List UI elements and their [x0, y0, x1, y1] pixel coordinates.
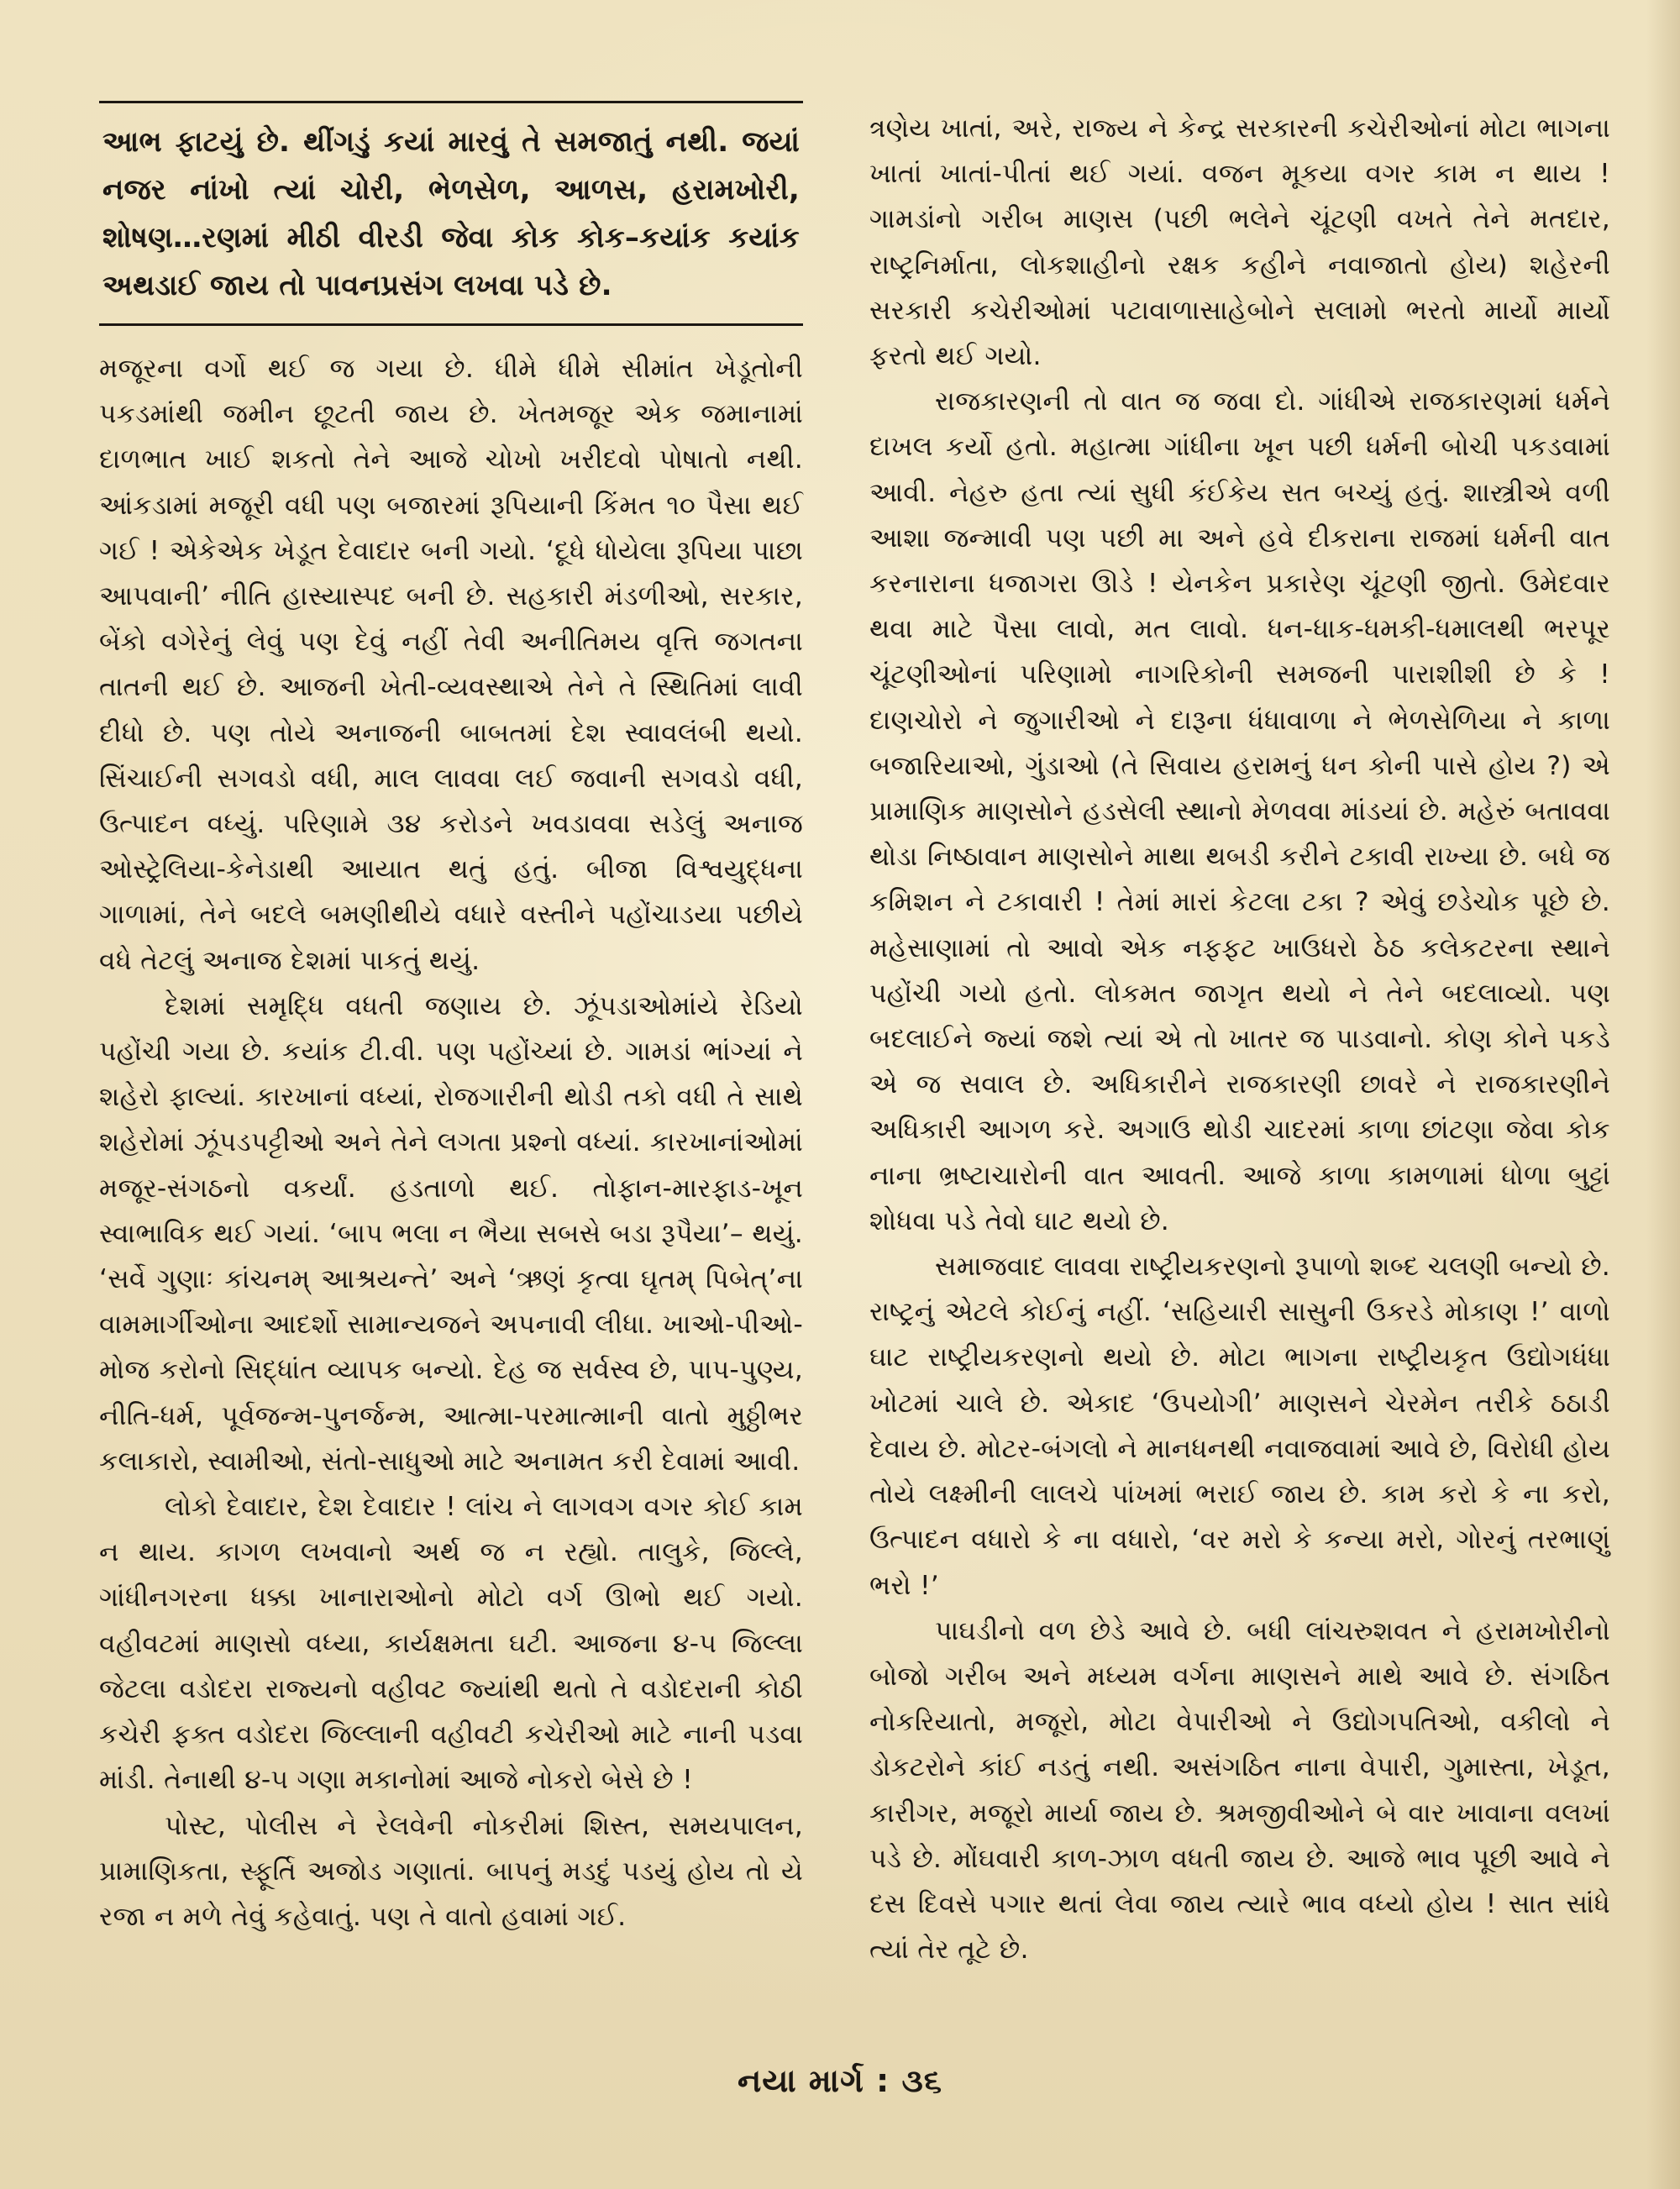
left-paragraph-3: લોકો દેવાદાર, દેશ દેવાદાર ! લાંચ ને લાગવગ વગર કોઈ કામ ન થાય. કાગળ લખવાનો અર્થ જ ન રહ્યો. તાલુકે, જિલ્લે, ગાંધીનગરના ધક્કા ખાનારાઓનો મોટો વર્ગ ઊભો થઈ ગયો. વહીવટમાં માણસો વધ્યા, કાર્યક્ષમતા ઘટી. આજના ૪-૫ જિલ્લા જેટલા વડોદરા રાજ્યનો વહીવટ જ્યાંથી થતો તે વડોદરાની કોઠી કચેરી ફક્ત વડોદરા જિલ્લાની વહીવટી કચેરીઓ માટે નાની પડવા માંડી. તેનાથી ૪-૫ ગણા મકાનોમાં આજે નોકરો બેસે છે !: [99, 1492, 803, 1796]
right-paragraph-4: પાઘડીનો વળ છેડે આવે છે. બધી લાંચરુશવત ને હરામખોરીનો બોજો ગરીબ અને મધ્યમ વર્ગના માણસને માથે આવે છે. સંગઠિત નોકરિયાતો, મજૂરો, મોટા વેપારીઓ ને ઉદ્યોગપતિઓ, વકીલો ને ડોકટરોને કાંઈ નડતું નથી. અસંગઠિત નાના વેપારી, ગુમાસ્તા, ખેડૂત, કારીગર, મજૂરો માર્યા જાય છે. શ્રમજીવીઓને બે વાર ખાવાના વલખાં પડે છે. મોંઘવારી કાળ-ઝાળ વધતી જાય છે. આજે ભાવ પૂછી આવે ને દસ દિવસે પગાર થતાં લેવા જાય ત્યારે ભાવ વધ્યો હોય ! સાત સાંધે ત્યાં તેર તૂટે છે.: [869, 1615, 1610, 1966]
page-folio: નયા માર્ગ : ૩૬: [737, 2062, 943, 2099]
pull-quote: આભ ફાટયું છે. થીંગડું કયાં મારવું તે સમજાતું નથી. જયાં નજર નાંખો ત્યાં ચોરી, ભેળસેળ, આળસ, હરામખોરી, શોષણ…રણમાં મીઠી વીરડી જેવા કોક કોક–કયાંક કયાંક અથડાઈ જાય તો પાવનપ્રસંગ લખવા પડે છે.: [99, 101, 803, 326]
right-paragraph-3: સમાજવાદ લાવવા રાષ્ટ્રીયકરણનો રૂપાળો શબ્દ ચલણી બન્યો છે. રાષ્ટ્રનું એટલે કોઈનું નહીં. ‘સહિયારી સાસુની ઉકરડે મોકાણ !’ વાળો ઘાટ રાષ્ટ્રીયકરણનો થયો છે. મોટા ભાગના રાષ્ટ્રીયકૃત ઉદ્યોગધંધા ખોટમાં ચાલે છે. એકાદ ‘ઉપયોગી’ માણસને ચેરમેન તરીકે ઠઠાડી દેવાય છે. મોટર-બંગલો ને માનધનથી નવાજવામાં આવે છે, વિરોધી હોય તોયે લક્ષ્મીની લાલચે પાંખમાં ભરાઈ જાય છે. કામ કરો કે ના કરો, ઉત્પાદન વધારો કે ના વધારો, ‘વર મરો કે કન્યા મરો, ગોરનું તરભાણું ભરો !’: [869, 1252, 1610, 1601]
left-paragraph-1: મજૂરના વર્ગો થઈ જ ગયા છે. ધીમે ધીમે સીમાંત ખેડૂતોની પકડમાંથી જમીન છૂટતી જાય છે. ખેતમજૂર એક જમાનામાં દાળભાત ખાઈ શકતો તેને આજે ચોખો ખરીદવો પોષાતો નથી. આંકડામાં મજૂરી વધી પણ બજારમાં રૂપિયાની કિંમત ૧૦ પૈસા થઈ ગઈ ! એકેએક ખેડૂત દેવાદાર બની ગયો. ‘દૂધે ધોયેલા રૂપિયા પાછા આપવાની’ નીતિ હાસ્યાસ્પદ બની છે. સહકારી મંડળીઓ, સરકાર, બેંકો વગેરેનું લેવું પણ દેવું નહીં તેવી અનીતિમય વૃત્તિ જગતના તાતની થઈ છે. આજની ખેતી-વ્યવસ્થાએ તેને તે સ્થિતિમાં લાવી દીધો છે. પણ તોયે અનાજની બાબતમાં દેશ સ્વાવલંબી થયો. સિંચાઈની સગવડો વધી, માલ લાવવા લઈ જવાની સગવડો વધી, ઉત્પાદન વધ્યું. પરિણામે ૩૪ કરોડને ખવડાવવા સડેલું અનાજ ઓસ્ટ્રેલિયા-કેનેડાથી આયાત થતું હતું. બીજા વિશ્વયુદ્ધના ગાળામાં, તેને બદલે બમણીથીયે વધારે વસ્તીને પહોંચાડયા પછીયે વધે તેટલું અનાજ દેશમાં પાકતું થયું.: [99, 354, 803, 976]
right-paragraph-2: રાજકારણની તો વાત જ જવા દો. ગાંધીએ રાજકારણમાં ધર્મને દાખલ કર્યો હતો. મહાત્મા ગાંધીના ખૂન પછી ધર્મની બોચી પકડવામાં આવી. નેહરુ હતા ત્યાં સુધી કંઈકેય સત બચ્યું હતું. શાસ્ત્રીએ વળી આશા જન્માવી પણ પછી મા અને હવે દીકરાના રાજમાં ધર્મની વાત કરનારાના ધજાગરા ઊડે ! યેનકેન પ્રકારેણ ચૂંટણી જીતો. ઉમેદવાર થવા માટે પૈસા લાવો, મત લાવો. ધન-ધાક-ધમકી-ધમાલથી ભરપૂર ચૂંટણીઓનાં પરિણામો નાગરિકોની સમજની પારાશીશી છે કે ! દાણચોરો ને જુગારીઓ ને દારૂના ધંધાવાળા ને ભેળસેળિયા ને કાળા બજારિયાઓ, ગુંડાઓ (તે સિવાય હરામનું ધન કોની પાસે હોય ?) એ પ્રામાણિક માણસોને હડસેલી સ્થાનો મેળવવા માંડયાં છે. મહેરું બતાવવા થોડા નિષ્ઠાવાન માણસોને માથા થબડી કરીને ટકાવી રાખ્યા છે. બધે જ કમિશન ને ટકાવારી ! તેમાં મારાં કેટલા ટકા ? એવું છડેચોક પૂછે છે. મહેસાણામાં તો આવો એક નફફટ ખાઉધરો ઠેઠ કલેકટરના સ્થાને પહોંચી ગયો હતો. લોકમત જાગૃત થયો ને તેને બદલાવ્યો. પણ બદલાઈને જ્યાં જશે ત્યાં એ તો ખાતર જ પાડવાનો. કોણ કોને પકડે એ જ સવાલ છે. અધિકારીને રાજકારણી છાવરે ને રાજકારણીને અધિકારી આગળ કરે. અગાઉ થોડી ચાદરમાં કાળા છાંટણા જેવા કોક નાના ભ્રષ્ટાચારોની વાત આવતી. આજે કાળા કામળામાં ધોળા બુટ્ટાં શોધવા પડે તેવો ઘાટ થયો છે.: [869, 386, 1610, 1236]
right-column: [869, 106, 1610, 1972]
left-paragraph-2: દેશમાં સમૃદ્ધિ વધતી જણાય છે. ઝૂંપડાઓમાંયે રેડિયો પહોંચી ગયા છે. કયાંક ટી.વી. પણ પહોંચ્યાં છે. ગામડાં ભાંગ્યાં ને શહેરો ફાલ્યાં. કારખાનાં વધ્યાં, રોજગારીની થોડી તકો વધી તે સાથે શહેરોમાં ઝૂંપડપટ્ટીઓ અને તેને લગતા પ્રશ્નો વધ્યાં. કારખાનાંઓમાં મજૂર-સંગઠનો વકર્યાં. હડતાળો થઈ. તોફાન-મારફાડ-ખૂન સ્વાભાવિક થઈ ગયાં. ‘બાપ ભલા ન ભૈયા સબસે બડા રૂપૈયા’– થયું. ‘સર્વે ગુણાઃ કાંચનમ્ આશ્રયન્તે’ અને ‘ઋણં કૃત્વા ઘૃતમ્ પિબેત્’ના વામમાર્ગીઓના આદર્શો સામાન્યજને અપનાવી લીધા. ખાઓ-પીઓ-મોજ કરોનો સિદ્ધાંત વ્યાપક બન્યો. દેહ જ સર્વસ્વ છે, પાપ-પુણ્ય, નીતિ-ધર્મ, પૂર્વજન્મ-પુનર્જન્મ, આત્મા-પરમાત્માની વાતો મુઠ્ઠીભર કલાકારો, સ્વામીઓ, સંતો-સાધુઓ માટે અનામત કરી દેવામાં આવી.: [99, 990, 803, 1477]
left-paragraph-4: પોસ્ટ, પોલીસ ને રેલવેની નોકરીમાં શિસ્ત, સમયપાલન, પ્રામાણિકતા, સ્ફૂર્તિ અજોડ ગણાતાં. બાપનું મડદું પડયું હોય તો યે રજા ન મળે તેવું કહેવાતું. પણ તે વાતો હવામાં ગઈ.: [99, 1810, 803, 1932]
left-column: [99, 101, 803, 1940]
right-paragraph-1: ત્રણેય ખાતાં, અરે, રાજ્ય ને કેન્દ્ર સરકારની કચેરીઓનાં મોટા ભાગના ખાતાં ખાતાં-પીતાં થઈ ગયાં. વજન મૂકયા વગર કામ ન થાય ! ગામડાંનો ગરીબ માણસ (પછી ભલેને ચૂંટણી વખતે તેને મતદાર, રાષ્ટ્રનિર્માતા, લોકશાહીનો રક્ષક કહીને નવાજાતો હોય) શહેરની સરકારી કચેરીઓમાં પટાવાળાસાહેબોને સલામો ભરતો માર્યો માર્યો ફરતો થઈ ગયો.: [869, 113, 1610, 372]
page-edge-shadow: [1646, 0, 1680, 2189]
